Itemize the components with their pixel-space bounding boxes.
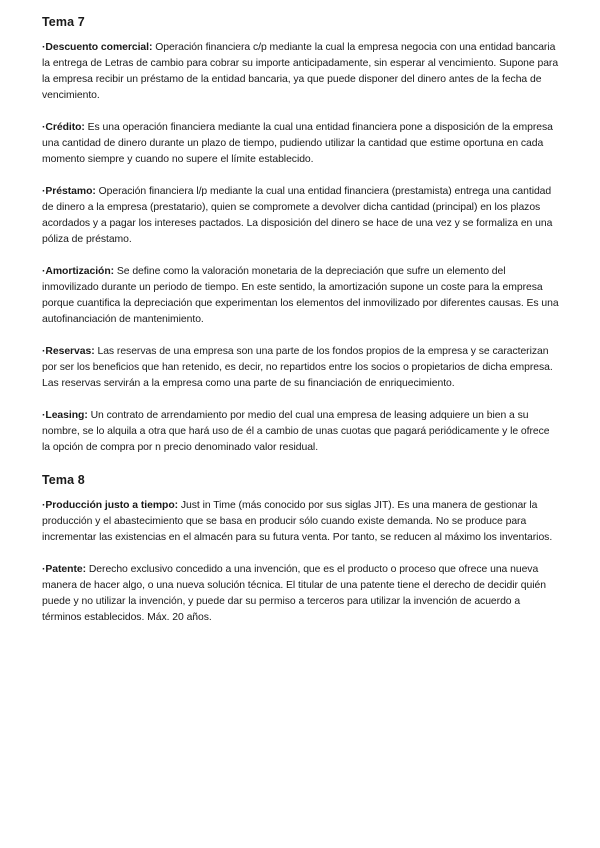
entry-patente (42, 562, 560, 626)
entry-text: Es una operación financiera mediante la cual una entidad financiera pone a disposición de la empresa una cantidad de dinero durante un plazo de tiempo, pudiendo utilizar la cantidad que estime oportuna en cada momento siempre y cuando no supere el límite establecido. (42, 122, 553, 165)
entry-term: ·Préstamo: (42, 186, 96, 197)
entry-text: Un contrato de arrendamiento por medio del cual una empresa de leasing adquiere un bien a su nombre, se lo alquila a otra que hará uso de él a cambio de unas cuotas que pagará periódicamente y le ofrece la opción de compra por n precio denominado valor residual. (42, 410, 550, 453)
entry-text: Operación financiera c/p mediante la cual la empresa negocia con una entidad bancaria la entrega de Letras de cambio para cobrar su importe anticipadamente, sin esperar al vencimiento. Supone para la empresa recibir un préstamo de la entidad bancaria, ya que puede disponer del dinero antes de la fecha de vencimiento. (42, 42, 559, 101)
section-title-tema-7: Tema 7 (42, 15, 85, 29)
entry-text: Just in Time (más conocido por sus siglas JIT). Es una manera de gestionar la producción y el abastecimiento que se basa en producir sólo cuando existe demanda. No se produce para incrementar las existencias en el almacén para su futura venta. Por tanto, se reducen al máximo los inventarios. (42, 500, 553, 543)
entry-term: ·Amortización: (42, 266, 115, 277)
entry-term: ·Crédito: (42, 122, 85, 133)
section-title-tema-8: Tema 8 (42, 473, 85, 487)
entry-credito (42, 120, 560, 168)
entry-term: ·Producción justo a tiempo: (42, 500, 179, 511)
entry-leasing (42, 408, 560, 456)
entry-amortizacion (42, 264, 560, 328)
entry-term: ·Patente: (42, 564, 87, 575)
entry-prestamo (42, 184, 560, 248)
entry-produccion-justo-a-tiempo (42, 498, 560, 546)
entry-text: Derecho exclusivo concedido a una invención, que es el producto o proceso que ofrece una nueva manera de hacer algo, o una nueva solución técnica. El titular de una patente tiene el derecho de decidir quién puede y no utilizar la invención, y puede dar su permiso a terceros para utilizar la invención de acuerdo a términos establecidos. Máx. 20 años. (42, 564, 546, 623)
entry-descuento-comercial (42, 40, 560, 104)
entry-text: Las reservas de una empresa son una parte de los fondos propios de la empresa y se caracterizan por ser los beneficios que han retenido, es decir, no repartidos entre los socios o propietarios de dicha empresa. Las reservas servirán a la empresa como una parte de su financiación de enriquecimiento. (42, 346, 553, 389)
entry-reservas (42, 344, 560, 392)
entry-text: Operación financiera l/p mediante la cual una entidad financiera (prestamista) entrega una cantidad de dinero a la empresa (prestatario), quien se compromete a devolver dicha cantidad (principal) en los plazos acordados y a pagar los intereses pactados. La disposición del dinero se hace de una vez y se formaliza en una póliza de préstamo. (42, 186, 553, 245)
entry-term: ·Reservas: (42, 346, 95, 357)
document-page (42, 14, 560, 642)
entry-text: Se define como la valoración monetaria de la depreciación que sufre un elemento del inmovilizado durante un periodo de tiempo. En este sentido, la amortización supone un coste para la empresa porque cuantifica la depreciación que experimentan los elementos del inmovilizado por diferentes causas. Es una autofinanciación de mantenimiento. (42, 266, 559, 325)
entry-term: ·Leasing: (42, 410, 88, 421)
entry-term: ·Descuento comercial: (42, 42, 153, 53)
